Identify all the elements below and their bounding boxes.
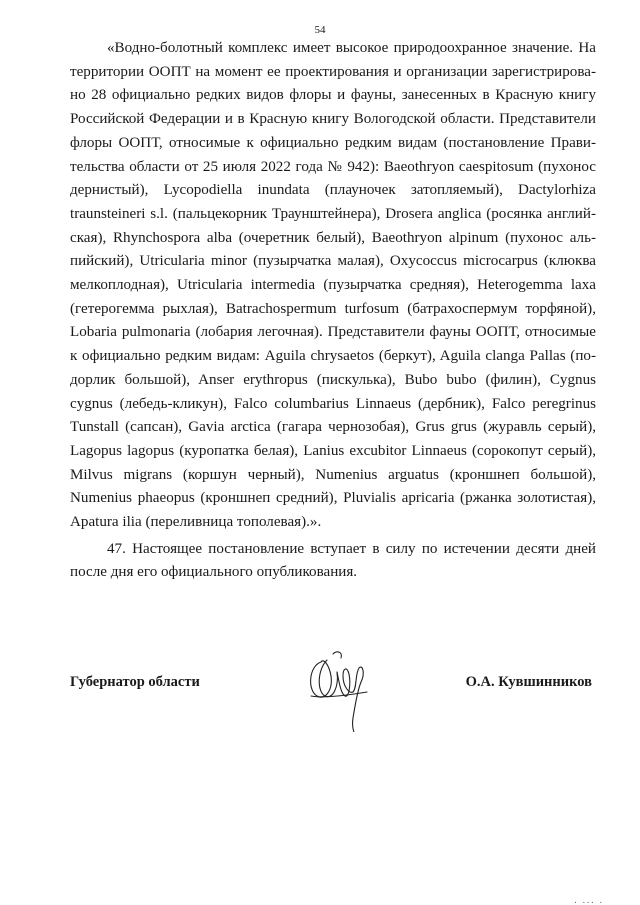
handwritten-signature (303, 646, 375, 732)
signatory-name: О.А. Кувшинников (465, 674, 592, 690)
paragraph-effective-date: 47. Настоящее постановление вступает в силу по истечении десяти дней после дня его официального опубликования. (70, 540, 596, 581)
paragraph-species-list: «Водно-болотный комплекс имеет высокое природоохранное значение. На территории ООПТ на момент ее проектирования и организации зарегистрировано 28 официально редких видов флоры и фауны, занесенных в Красную книгу Российской Федерации и в Красную книгу Вологодской области. Представители флоры ООПТ, относимые к официально редким видам (постановление Правительства области от 25 июля 2022 года № 942): Baeothryon caespitosum (пухонос дернистый), Lycopodiella inundata (плауночек затопляемый), Dactylorhiza traunsteineri s.l. (пальцекорник Траунштейнера), Drosera anglica (росянка английская), Rhynchospora alba (очеретник белый), Baeothryon alpinum (пухонос альпийский), Utricularia minor (пузырчатка малая), Oxycoccus microcarpus (клюква мелкоплодная), Utricularia intermedia (пузырчатка средняя), Heterogemma laxa (гетерогемма рыхлая), Batrachospermum turfosum (батрахоспермум торфяной), Lobaria pulmonaria (лобария легочная). Представители фауны ООПТ, относимые к официально редким видам: Aguila chrysaetos (беркут), Aguila clanga Pallas (подорлик большой), Anser erythropus (пискулька), Bubo bubo (филин), Cygnus cygnus (лебедь-кликун), Falco columbarius Linnaeus (дербник), Falco peregrinus Tunstall (сапсан), Gavia arctica (гагара чернозобая), Grus grus (журавль серый), Lagopus lagopus (куропатка белая), Lanius excubitor Linnaeus (сорокопут серый), Milvus migrans (коршун черный), Numenius arguatus (кроншнеп большой), Numenius phaeopus (кроншнеп средний), Pluvialis apricaria (ржанка золотистая), Apatura ilia (переливница тополевая).». (70, 40, 596, 531)
document-body (70, 37, 596, 585)
signatory-title: Губернатор области (70, 674, 200, 690)
scan-marks: . ... . (574, 895, 604, 905)
page-number: 54 (314, 24, 326, 36)
